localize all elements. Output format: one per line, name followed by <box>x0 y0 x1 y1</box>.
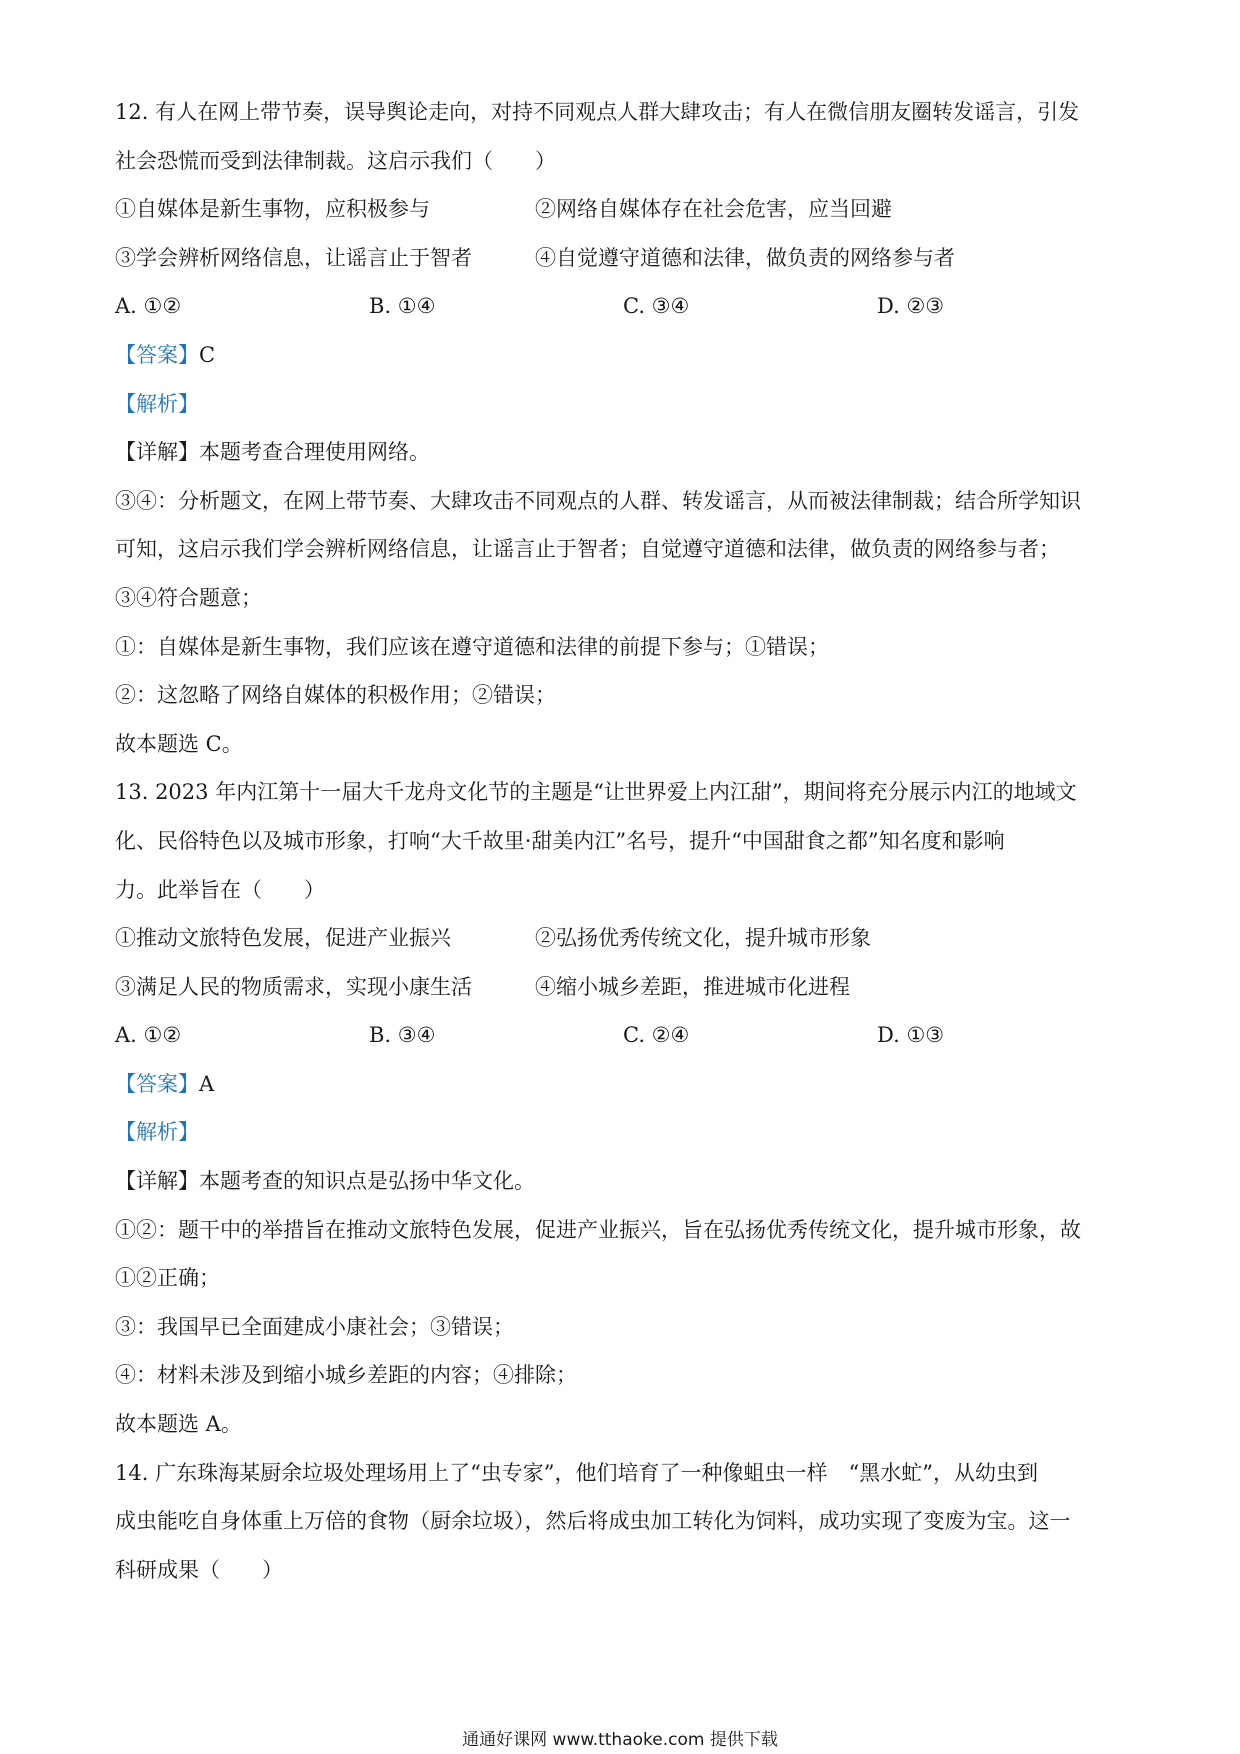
q12-explanation-4: ①：自媒体是新生事物，我们应该在遵守道德和法律的前提下参与；①错误； <box>115 634 829 659</box>
q13-explanation-1: ①②：题干中的举措旨在推动文旅特色发展，促进产业振兴，旨在弘扬优秀传统文化，提升城市形象，故 <box>115 1217 1081 1242</box>
q13-option-4: ④缩小城乡差距，推进城市化进程 <box>535 974 850 999</box>
q12-choices <box>115 292 1125 320</box>
q12-choice-a: A. ①② <box>115 294 182 319</box>
q12-analysis-tag: 【解析】 <box>115 391 199 416</box>
q13-choice-b: B. ③④ <box>369 1023 436 1048</box>
q14-stem-line-1: 14. 广东珠海某厨余垃圾处理场用上了“虫专家”，他们培育了一种像蛆虫一样 “黑水虻”，从幼虫到 <box>115 1460 1039 1485</box>
q13-explanation-3: ③：我国早已全面建成小康社会；③错误； <box>115 1314 514 1339</box>
q13-answer <box>115 1070 1125 1098</box>
q13-answer-tag: 【答案】 <box>115 1071 199 1096</box>
footer-source: 通通好课网 www.tthaoke.com 提供下载 <box>462 1730 778 1750</box>
q12-option-1: ①自媒体是新生事物，应积极参与 <box>115 197 430 222</box>
q13-answer-value: A <box>199 1071 215 1096</box>
q13-explanation-4: ④：材料未涉及到缩小城乡差距的内容；④排除； <box>115 1363 577 1388</box>
q12-stem-line-2: 社会恐慌而受到法律制裁。这启示我们（ ） <box>115 148 556 173</box>
q13-choice-c: C. ②④ <box>623 1023 690 1048</box>
q14-stem-line-2: 成虫能吃自身体重上万倍的食物（厨余垃圾），然后将成虫加工转化为饲料，成功实现了变废为宝。这一 <box>115 1509 1071 1534</box>
q12-choice-b: B. ①④ <box>369 294 436 319</box>
q12-answer-tag: 【答案】 <box>115 342 199 367</box>
q13-stem-line-3: 力。此举旨在（ ） <box>115 877 325 902</box>
q13-stem-line-1: 13. 2023 年内江第十一届大千龙舟文化节的主题是“让世界爱上内江甜”，期间将充分展示内江的地域文 <box>115 780 1077 805</box>
q12-answer <box>115 341 1125 369</box>
q12-explanation-1: ③④：分析题文，在网上带节奏、大肆攻击不同观点的人群、转发谣言，从而被法律制裁；结合所学知识 <box>115 488 1081 513</box>
q13-analysis-tag: 【解析】 <box>115 1120 199 1145</box>
q12-option-3: ③学会辨析网络信息，让谣言止于智者 <box>115 245 472 270</box>
q12-conclusion: 故本题选 C。 <box>115 731 243 756</box>
q12-stem-line-1: 12. 有人在网上带节奏，误导舆论走向，对持不同观点人群大肆攻击；有人在微信朋友圈转发谣言，引发 <box>115 100 1080 124</box>
q13-detail: 【详解】本题考查的知识点是弘扬中华文化。 <box>115 1169 535 1194</box>
q13-options-row-2 <box>115 973 1125 1001</box>
q13-options-row-1 <box>115 924 1125 952</box>
q12-explanation-5: ②：这忽略了网络自媒体的积极作用；②错误； <box>115 683 556 708</box>
q13-option-1: ①推动文旅特色发展，促进产业振兴 <box>115 926 451 951</box>
q12-detail: 【详解】本题考查合理使用网络。 <box>115 440 430 465</box>
q13-choice-a: A. ①② <box>115 1023 182 1048</box>
q13-choices <box>115 1021 1125 1049</box>
q13-explanation-2: ①②正确； <box>115 1266 220 1291</box>
q12-choice-c: C. ③④ <box>623 294 690 319</box>
q13-option-3: ③满足人民的物质需求，实现小康生活 <box>115 974 472 999</box>
q13-choice-d: D. ①③ <box>877 1023 945 1048</box>
q12-choice-d: D. ②③ <box>877 294 945 319</box>
q13-conclusion: 故本题选 A。 <box>115 1412 242 1437</box>
q12-option-4: ④自觉遵守道德和法律，做负责的网络参与者 <box>535 245 955 270</box>
q12-explanation-2: 可知，这启示我们学会辨析网络信息，让谣言止于智者；自觉遵守道德和法律，做负责的网络参与者； <box>115 537 1060 562</box>
q14-stem-line-3: 科研成果（ ） <box>115 1557 283 1582</box>
q12-options-row-2 <box>115 244 1125 272</box>
q12-options-row-1 <box>115 195 1125 223</box>
q12-explanation-3: ③④符合题意； <box>115 585 262 610</box>
q12-answer-value: C <box>199 342 216 367</box>
q13-stem-line-2: 化、民俗特色以及城市形象，打响“大千故里·甜美内江”名号，提升“中国甜食之都”知名度和影响 <box>115 828 1005 853</box>
q12-option-2: ②网络自媒体存在社会危害，应当回避 <box>535 197 892 222</box>
q13-option-2: ②弘扬优秀传统文化，提升城市形象 <box>535 926 871 951</box>
document-page <box>115 98 1125 1604</box>
